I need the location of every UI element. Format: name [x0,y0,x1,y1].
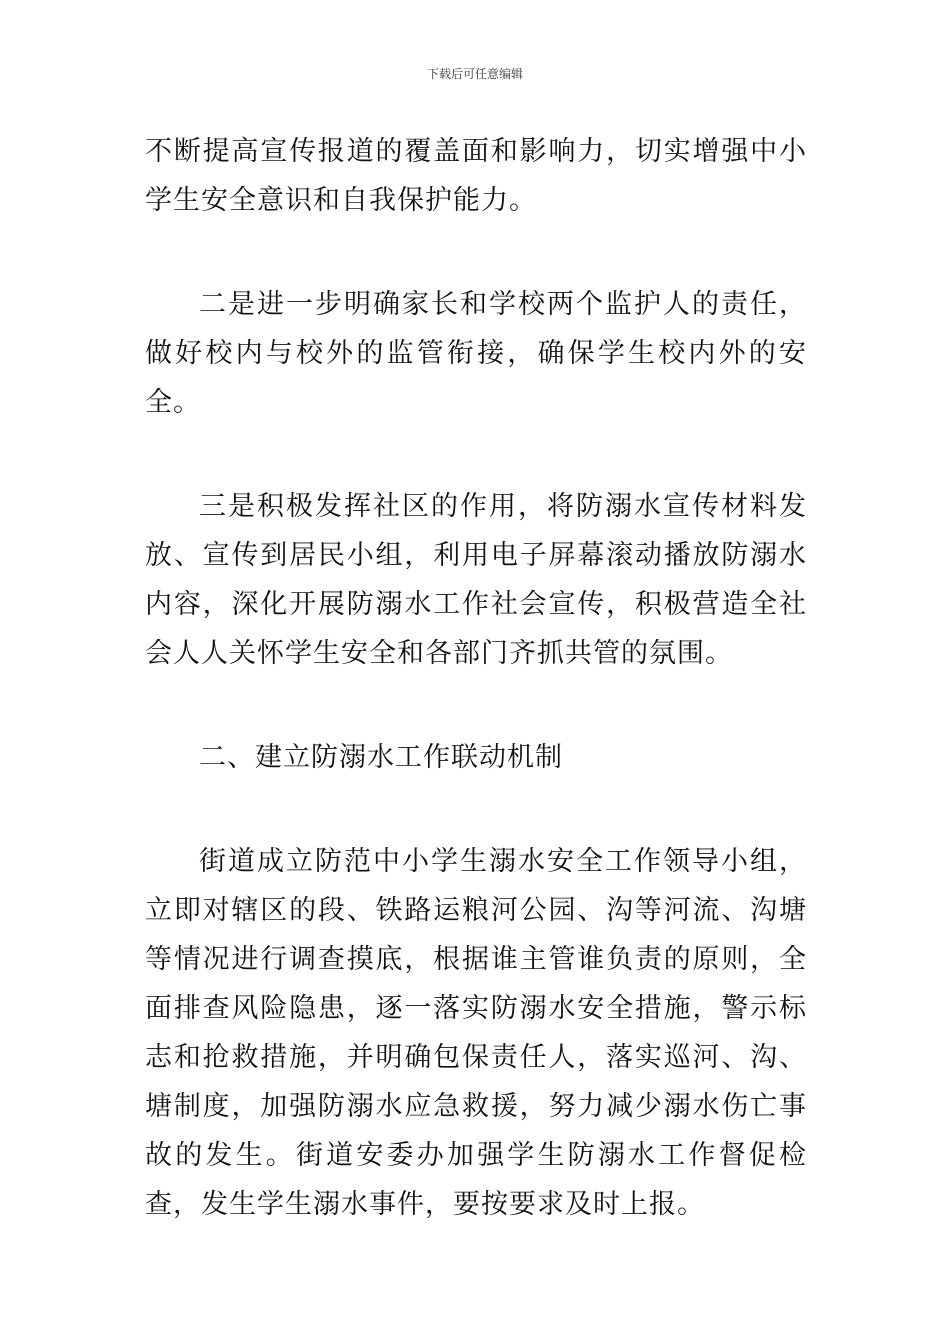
section-heading: 二、建立防溺水工作联动机制 [199,742,563,773]
paragraph-continuation: 不断提高宣传报道的覆盖面和影响力，切实增强中小学生安全意识和自我保护能力。 [145,136,807,216]
page-header-note: 下载后可任意编辑 [426,67,523,81]
paragraph-linkage-mechanism: 街道成立防范中小学生溺水安全工作领导小组，立即对辖区的段、铁路运粮河公园、沟等河流、沟塘等情况进行调查摸底，根据谁主管谁负责的原则，全面排查风险隐患，逐一落实防溺水安全措施，警示标志和抢救措施，并明确包保责任人，落实巡河、沟、塘制度，加强防溺水应急救援，努力减少溺水伤亡事故的发生。街道安委办加强学生防溺水工作督促检查，发生学生溺水事件，要按要求及时上报。 [145,846,807,1220]
paragraph-point-three: 三是积极发挥社区的作用，将防溺水宣传材料发放、宣传到居民小组，利用电子屏幕滚动播放防溺水内容，深化开展防溺水工作社会宣传，积极营造全社会人人关怀学生安全和各部门齐抓共管的氛围。 [145,491,807,669]
document-body [145,127,807,1229]
paragraph-point-two: 二是进一步明确家长和学校两个监护人的责任，做好校内与校外的监管衔接，确保学生校内外的安全。 [145,289,807,418]
